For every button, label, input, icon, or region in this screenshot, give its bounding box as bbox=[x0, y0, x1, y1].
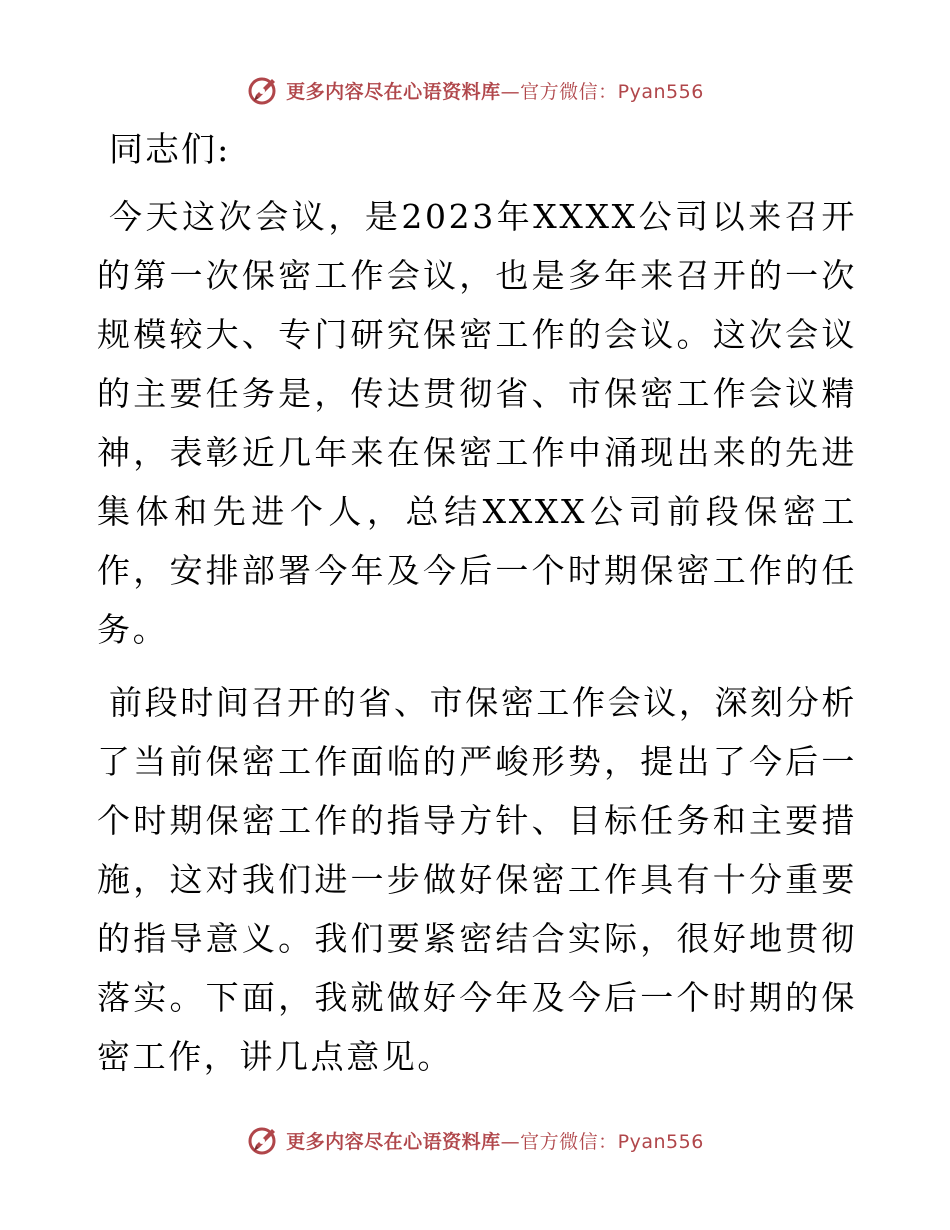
banner-contact-text: 官方微信：Pyan556 bbox=[520, 1130, 704, 1153]
header-watermark-banner bbox=[0, 70, 950, 110]
banner-separator: — bbox=[500, 1130, 521, 1153]
banner-contact-text: 官方微信：Pyan556 bbox=[520, 80, 704, 103]
banner-text bbox=[286, 1127, 704, 1154]
banner-text bbox=[286, 77, 704, 104]
banner-main-text: 更多内容尽在心语资料库 bbox=[286, 80, 501, 103]
quill-pen-logo-icon bbox=[246, 73, 280, 107]
banner-separator: — bbox=[500, 80, 521, 103]
salutation: 同志们: bbox=[109, 130, 231, 170]
document-body bbox=[97, 125, 857, 1100]
paragraph-1: 今天这次会议，是2023年XXXX公司以来召开的第一次保密工作会议，也是多年来召开的一次规模较大、专门研究保密工作的会议。这次会议的主要任务是，传达贯彻省、市保密工作会议精神，表彰近几年来在保密工作中涌现出来的先进集体和先进个人，总结XXXX公司前段保密工作，安排部署今年及今后一个时期保密工作的任务。 bbox=[97, 197, 857, 649]
banner-main-text: 更多内容尽在心语资料库 bbox=[286, 1130, 501, 1153]
footer-watermark-banner bbox=[0, 1120, 950, 1160]
quill-pen-logo-icon bbox=[246, 1123, 280, 1157]
paragraph-2: 前段时间召开的省、市保密工作会议，深刻分析了当前保密工作面临的严峻形势，提出了今后一个时期保密工作的指导方针、目标任务和主要措施，这对我们进一步做好保密工作具有十分重要的指导意义。我们要紧密结合实际，很好地贯彻落实。下面，我就做好今年及今后一个时期的保密工作，讲几点意见。 bbox=[97, 683, 857, 1076]
